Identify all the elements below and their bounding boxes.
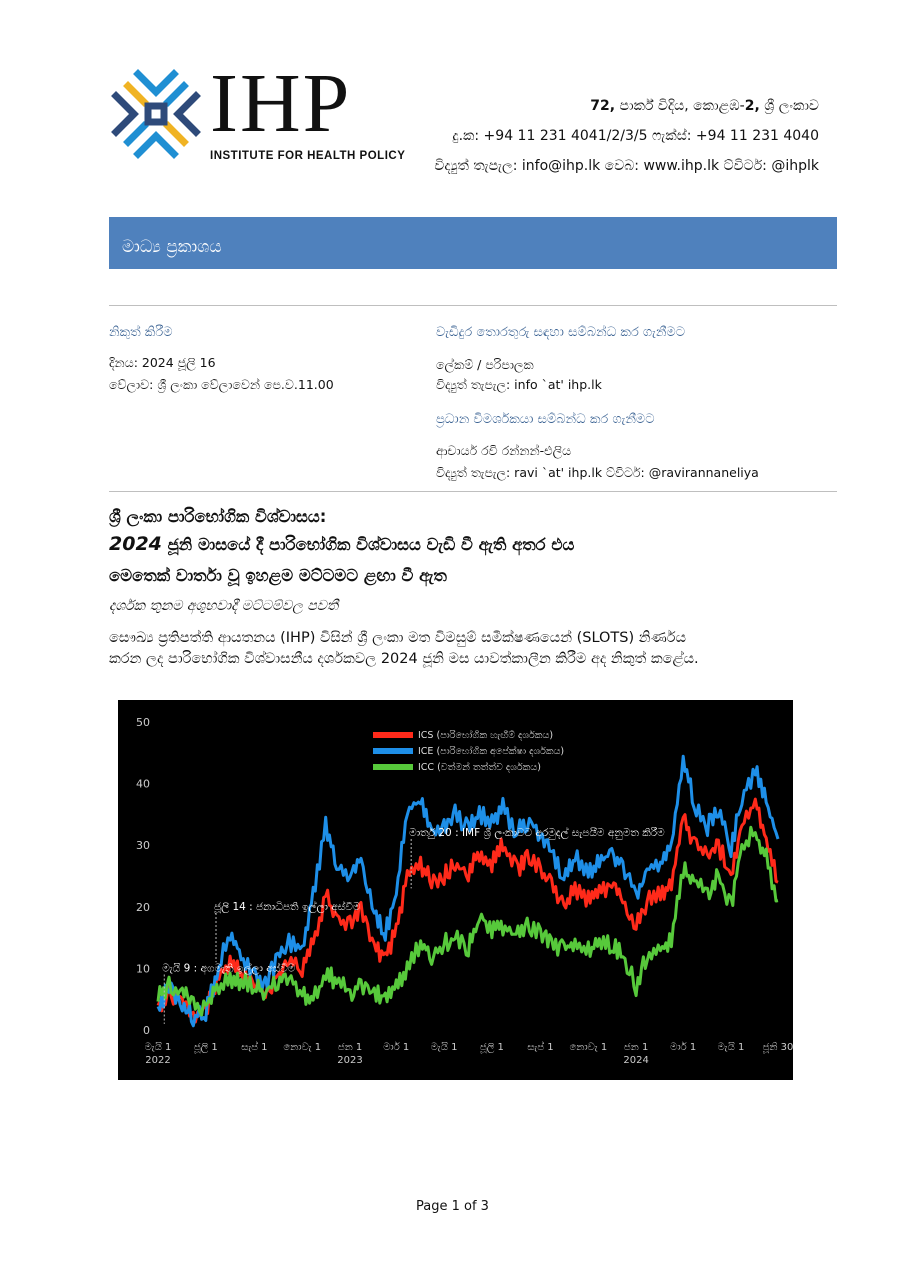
- researcher-contact: විද්‍යුත් තැපැල: ravi `at' ihp.lk ට්විටර්: @ravirannaneliya: [436, 465, 759, 480]
- legend-label: ICS (පාරිභෝගික හැඟීම් දර්ශකය): [418, 730, 554, 741]
- x-tick-label: මැයි 1: [144, 1042, 172, 1053]
- headline-line-2: [109, 533, 574, 555]
- logo-subtitle: INSTITUTE FOR HEALTH POLICY: [210, 150, 406, 162]
- banner-title: මාධ්‍ය ප්‍රකාශය: [122, 237, 222, 257]
- x-tick-label: ජූලි 1: [479, 1042, 504, 1053]
- x-tick-label: ජන 1: [623, 1042, 649, 1053]
- y-tick-label: 0: [143, 1024, 150, 1037]
- address-line: [590, 98, 819, 114]
- intro-paragraph-line-1: සෞඛ්‍ය ප්‍රතිපත්ති ආයතනය (IHP) විසින් ශ්‍රී ලංකා මත විමසුම් සමීක්ෂණයෙන් (SLOTS) නිර්ණය: [109, 630, 686, 646]
- address-district: 2,: [744, 98, 760, 114]
- logo-wordmark: IHP: [210, 57, 352, 150]
- x-tick-year-label: 2024: [623, 1055, 649, 1066]
- release-time: වේලාව: ශ්‍රී ලංකා වේලාවෙන් පෙ.ව.11.00: [109, 377, 334, 392]
- release-heading: නිකුත් කිරීම: [109, 325, 173, 340]
- headline-line-3: මෙතෙක් වාර්තා වූ ඉහළම මට්ටමට ළඟා වී ඇත: [109, 566, 447, 585]
- researcher-name: ආචාර්ය රවි රන්නන්-එලිය: [436, 443, 572, 458]
- address-country: ශ්‍රී ලංකාව: [759, 98, 819, 114]
- web-contact-line: විද්‍යුත් තැපැල: info@ihp.lk වෙබ: www.ihp.lk ට්විටර්: @ihplk: [434, 158, 819, 174]
- phone-fax-line: දු.ක: +94 11 231 4041/2/3/5 ෆැක්ස්: +94 11 231 4040: [452, 128, 819, 144]
- y-tick-label: 40: [136, 777, 150, 791]
- researcher-heading: ප්‍රධාන විමර්ශකයා සම්බන්ධ කර ගැනීමට: [436, 412, 655, 427]
- x-tick-year-label: 2023: [337, 1055, 363, 1066]
- chart-svg: [118, 700, 793, 1080]
- x-tick-label: ජූලි 1: [193, 1042, 218, 1053]
- series-line: [158, 827, 778, 1015]
- confidence-index-chart: [118, 700, 793, 1080]
- x-tick-label: මැයි 1: [430, 1042, 458, 1053]
- legend-label: ICC (වත්මන් තත්ත්ව දර්ශකය): [418, 762, 541, 773]
- x-tick-label: ජන 1: [337, 1042, 363, 1053]
- x-tick-label: නොවැ 1: [569, 1042, 608, 1053]
- legend-label: ICE (පාරිභෝගික අපේක්ෂා දර්ශකය): [418, 746, 565, 757]
- x-tick-label: මාර් 1: [383, 1042, 410, 1053]
- page-number: Page 1 of 3: [416, 1199, 489, 1214]
- x-tick-label: සැප් 1: [241, 1042, 268, 1053]
- contact-role: ලේකම් / පරිපාලක: [436, 357, 534, 372]
- annotation-label: මැයි 9 : අගමැති ඉල්ලා අස්වීම: [162, 962, 296, 975]
- x-tick-label: ජූනි 30: [762, 1042, 793, 1053]
- ihp-logo-mark: [108, 66, 204, 162]
- x-tick-label: මැයි 1: [717, 1042, 745, 1053]
- legend-swatch: [373, 732, 413, 738]
- annotation-label: මාර්තු 20 : IMF ශ්‍රී ලංකාවට අරමුදල් සැපයීම අනුමත කිරීම: [409, 827, 665, 840]
- x-tick-label: නොවැ 1: [283, 1042, 322, 1053]
- intro-paragraph-line-2: කරන ලද පාරිභෝගික විශ්වාසනීය දර්ශකවල 2024 ජූනි මස යාවත්කාලීන කිරීම අද නිකුත් කළේය.: [109, 651, 699, 667]
- annotation-label: ජූලි 14 : ජනාධිපති ඉල්ලා අස්වීම: [214, 900, 361, 913]
- headline-subtitle: දර්ශක තුනම අශුභවාදී මට්ටම්වල පවතී: [109, 598, 339, 614]
- divider: [109, 305, 837, 306]
- release-date: දිනය: 2024 ජූලි 16: [109, 355, 216, 370]
- y-tick-label: 10: [136, 962, 150, 976]
- legend-swatch: [373, 764, 413, 770]
- address-number: 72,: [590, 98, 616, 114]
- address-street: පාර්ක් විදිය, කොළඹ-: [615, 98, 745, 114]
- y-tick-label: 30: [136, 839, 150, 853]
- headline-year: 2024: [109, 533, 162, 555]
- x-tick-label: මාර් 1: [670, 1042, 697, 1053]
- x-tick-year-label: 2022: [145, 1055, 171, 1066]
- x-tick-label: සැප් 1: [527, 1042, 554, 1053]
- legend-swatch: [373, 748, 413, 754]
- divider: [109, 491, 837, 492]
- headline-line-1: ශ්‍රී ලංකා පාරිභෝගික විශ්වාසය:: [109, 507, 327, 526]
- headline-line-2-text: ජූනි මාසයේ දී පාරිභෝගික විශ්වාසය වැඩි වී ඇති අතර එය: [161, 535, 575, 554]
- contact-heading: වැඩිදුර තොරතුරු සඳහා සම්බන්ධ කර ගැනීමට: [436, 325, 686, 340]
- y-tick-label: 50: [136, 716, 150, 729]
- contact-email: විද්‍යුත් තැපැල: info `at' ihp.lk: [436, 377, 602, 392]
- y-tick-label: 20: [136, 900, 150, 914]
